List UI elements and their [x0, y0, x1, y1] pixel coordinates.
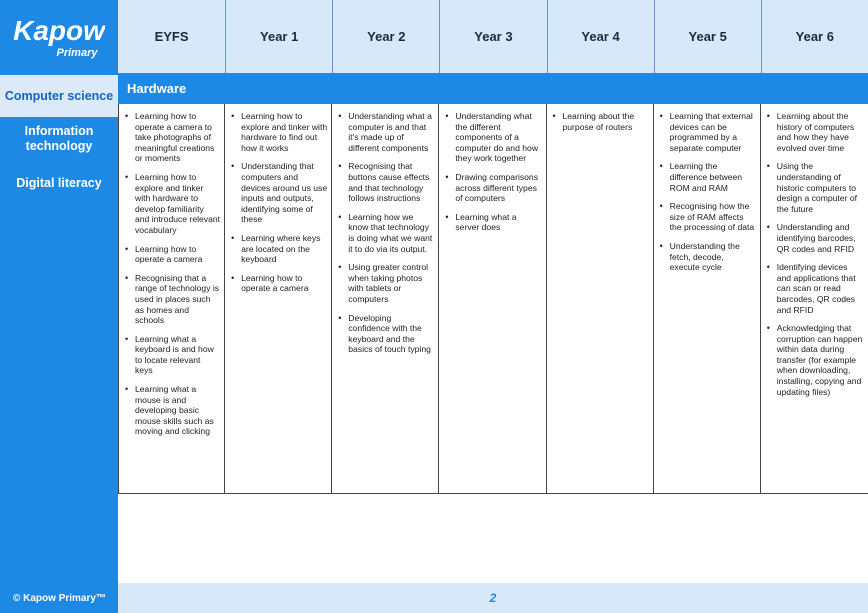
list-item: • Learning how to explore and tinker with hardware to find out how it works: [231, 111, 327, 153]
list-item: • Learning how to explore and tinker with hardware to develop familiarity and introduce relevant vocabulary: [125, 172, 220, 236]
list-item: • Understanding what a computer is and that it's made up of different components: [338, 111, 434, 153]
sidebar-item-label: Digital literacy: [16, 175, 102, 190]
page-number: 2: [489, 591, 497, 605]
list-item: • Learning how to operate a camera to take photographs of meaningful creations or moments: [125, 111, 220, 164]
list-item: • Acknowledging that corruption can happen within data during transfer (for example when downloading, installing, copying and updating files): [767, 323, 864, 397]
curriculum-grid: [118, 104, 868, 494]
header-year-1: Year 1: [225, 0, 332, 73]
list-item: • Learning that external devices can be programmed by a separate computer: [660, 111, 756, 153]
footer-bar: [118, 583, 868, 613]
list-item: • Understanding the fetch, decode, execute cycle: [660, 241, 756, 273]
year-header-row: [118, 0, 868, 73]
logo-icon: [13, 13, 105, 61]
section-title: Hardware: [118, 73, 868, 104]
copyright: © Kapow Primary™: [13, 593, 106, 604]
kapow-logo[interactable]: [0, 0, 118, 73]
header-year-6: Year 6: [761, 0, 868, 73]
list-item: • Using the understanding of historic computers to design a computer of the future: [767, 161, 864, 214]
list-item: • Learning how we know that technology is doing what we want it to do via its output.: [338, 212, 434, 254]
header-year-2: Year 2: [332, 0, 439, 73]
sidebar: [0, 0, 118, 613]
sidebar-item-label: Computer science: [4, 88, 114, 103]
list-item: • Learning how to operate a camera: [231, 273, 327, 294]
list-item: • Using greater control when taking photos with tablets or computers: [338, 262, 434, 304]
list-item: • Developing confidence with the keyboard and the basics of touch typing: [338, 313, 434, 355]
column-eyfs: [118, 104, 225, 493]
header-year-5: Year 5: [654, 0, 761, 73]
column-year-4: [547, 104, 654, 493]
column-year-3: [439, 104, 546, 493]
column-year-6: [761, 104, 868, 493]
list-item: • Learning where keys are located on the keyboard: [231, 233, 327, 265]
svg-text:Kapow: Kapow: [13, 14, 105, 46]
column-year-2: [332, 104, 439, 493]
sidebar-item-computer-science[interactable]: [0, 75, 118, 117]
list-item: • Recognising that a range of technology is used in places such as homes and schools: [125, 273, 220, 326]
list-item: • Recognising that buttons cause effects and that technology follows instructions: [338, 161, 434, 203]
sidebar-item-label: Information technology: [24, 124, 94, 153]
list-item: • Learning what a server does: [445, 212, 541, 233]
sidebar-item-information-technology[interactable]: [0, 122, 118, 156]
list-item: • Recognising how the size of RAM affects the processing of data: [660, 201, 756, 233]
list-item: • Learning the difference between ROM and RAM: [660, 161, 756, 193]
list-item: • Drawing comparisons across different types of computers: [445, 172, 541, 204]
column-year-1: [225, 104, 332, 493]
header-year-3: Year 3: [439, 0, 546, 73]
sidebar-item-digital-literacy[interactable]: [0, 170, 118, 196]
header-year-4: Year 4: [547, 0, 654, 73]
list-item: • Understanding and identifying barcodes, QR codes and RFID: [767, 222, 864, 254]
list-item: • Understanding what the different components of a computer do and how they work together: [445, 111, 541, 164]
list-item: • Understanding that computers and devices around us use inputs and outputs, identifying some of these: [231, 161, 327, 225]
list-item: • Identifying devices and applications that can scan or read barcodes, QR codes and RFID: [767, 262, 864, 315]
list-item: • Learning about the purpose of routers: [553, 111, 649, 132]
list-item: • Learning what a mouse is and developing basic mouse skills such as moving and clicking: [125, 384, 220, 437]
svg-text:Primary: Primary: [56, 46, 98, 59]
list-item: • Learning how to operate a camera: [125, 244, 220, 265]
list-item: • Learning what a keyboard is and how to locate relevant keys: [125, 334, 220, 376]
list-item: • Learning about the history of computers and how they have evolved over time: [767, 111, 864, 153]
header-eyfs: EYFS: [154, 29, 189, 44]
column-year-5: [654, 104, 761, 493]
